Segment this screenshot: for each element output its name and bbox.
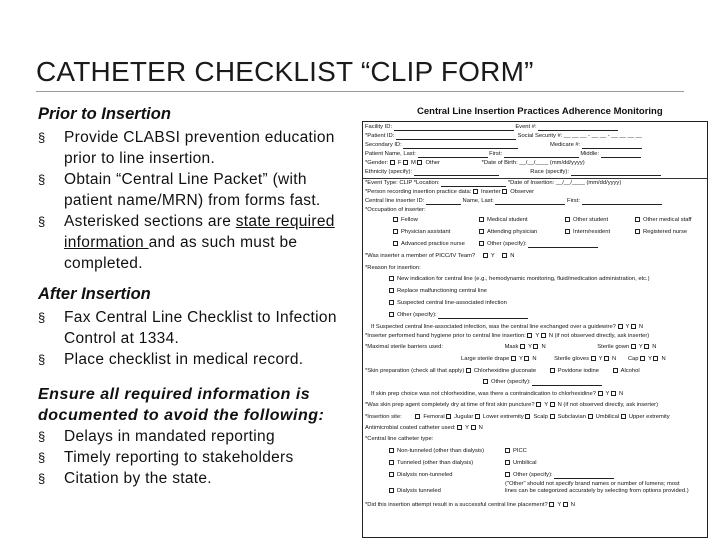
form-blank-line: [571, 170, 661, 176]
form-checkbox: [389, 472, 394, 477]
form-checkbox: [525, 414, 530, 419]
form-text: Other (specify):: [513, 472, 553, 479]
form-row: [365, 180, 621, 187]
form-text: *Gender:: [365, 160, 389, 167]
form-row: [389, 312, 528, 319]
form-text: Y: [535, 333, 540, 340]
form-text: Other student: [573, 217, 609, 224]
form-text: Sterile gown: [597, 344, 630, 351]
form-text: Y: [598, 356, 603, 363]
page-title: CATHETER CHECKLIST “CLIP FORM”: [36, 56, 534, 87]
form-checkbox: [565, 217, 570, 222]
form-checkbox: [511, 356, 516, 361]
form-text: *Was inserter a member of PICC/IV Team?: [365, 253, 476, 260]
form-text: *Was skin prep agent completely dry at time of first skin puncture?: [365, 402, 535, 409]
ensure-item: § Citation by the state.: [38, 468, 358, 489]
form-text: Registered nurse: [643, 229, 688, 236]
form-text: *Patient ID:: [365, 133, 395, 139]
form-row: [365, 160, 585, 167]
form-text: *Insertion site:: [365, 414, 402, 421]
form-divider: [363, 178, 707, 179]
form-checkbox: [390, 160, 395, 165]
form-text: If Suspected central line-associated infection, was the central line exchanged over a guidewire?: [371, 324, 616, 331]
form-text: Alcohol: [620, 368, 640, 375]
form-text: F: [397, 160, 402, 167]
form-checkbox: [565, 229, 570, 234]
form-text: Jugular: [454, 414, 474, 421]
prior-item: § Provide CLABSI prevention education prior to line insertion.: [38, 127, 358, 169]
form-text: Y: [465, 425, 469, 432]
form-checkbox: [389, 460, 394, 465]
form-text: Event #:: [515, 124, 537, 130]
form-text: N: [478, 425, 483, 432]
form-text: Y: [638, 344, 643, 351]
form-text: N: [557, 402, 562, 409]
form-text: *Event Type: CLIP: [365, 180, 413, 186]
form-row: [365, 368, 640, 375]
form-text: Other: [425, 160, 440, 167]
clip-form-image: [362, 106, 708, 538]
form-text: Inserter: [480, 189, 501, 196]
form-blank-line: [438, 313, 528, 319]
ensure-list: [38, 426, 358, 489]
form-row: [365, 142, 642, 149]
form-checkbox: [393, 241, 398, 246]
form-checkbox: [479, 217, 484, 222]
form-text: M: [411, 160, 416, 167]
after-heading: After Insertion: [38, 285, 151, 303]
form-checkbox: [631, 324, 636, 329]
form-row: [389, 472, 614, 479]
instructions-panel: [38, 104, 358, 489]
form-checkbox: [471, 425, 476, 430]
form-row: *Reason for insertion:: [365, 265, 421, 271]
form-title: Central Line Insertion Practices Adherence Monitoring: [417, 106, 663, 117]
form-row: *Central line catheter type:: [365, 436, 434, 442]
form-checkbox: [549, 502, 554, 507]
form-checkbox: [505, 448, 510, 453]
form-checkbox: [604, 356, 609, 361]
form-text: N: [661, 356, 666, 363]
form-checkbox: [483, 253, 488, 258]
form-checkbox: [541, 333, 546, 338]
form-text: Y: [648, 356, 652, 363]
form-row: [371, 391, 623, 398]
form-text: First:: [567, 198, 580, 204]
form-checkbox: [520, 344, 525, 349]
form-text: Sterile gloves: [554, 356, 589, 363]
form-row: [365, 133, 642, 140]
form-row: [483, 379, 602, 386]
form-row: [365, 333, 649, 340]
form-checkbox: [536, 402, 541, 407]
form-text: Replace malfunctioning central line: [397, 288, 487, 295]
form-text: Dialysis tunneled: [397, 488, 441, 495]
form-blank-line: [426, 199, 461, 205]
form-text: Y: [557, 502, 562, 509]
form-row: [365, 425, 483, 432]
form-text: Suspected central line-associated infection: [397, 300, 507, 307]
form-text: Other (specify):: [397, 312, 437, 319]
prior-list: [38, 127, 358, 274]
form-text: Dialysis non-tunneled: [397, 472, 453, 479]
form-text: Antimicrobial coated catheter used:: [365, 425, 456, 432]
form-text: N: [618, 391, 624, 398]
form-blank-line: [396, 134, 516, 140]
form-text: Lower extremity: [482, 414, 524, 421]
state-required-emphasis: state required information: [64, 213, 335, 251]
form-checkbox: [527, 333, 532, 338]
form-text: Mask: [504, 344, 519, 351]
form-text: Ethnicity (specify):: [365, 169, 413, 175]
form-text: Observer: [510, 189, 535, 196]
form-row: [365, 414, 670, 421]
form-row: [365, 502, 575, 509]
title-divider: [36, 91, 684, 92]
form-text: First:: [489, 151, 503, 157]
form-row: [365, 169, 661, 176]
form-text: PICC: [513, 448, 527, 455]
form-row: [365, 124, 618, 131]
form-checkbox: [389, 448, 394, 453]
form-checkbox: [550, 368, 555, 373]
after-list: [38, 307, 358, 370]
form-row: [389, 276, 650, 283]
form-blank-line: [403, 143, 518, 149]
form-checkbox: [393, 229, 398, 234]
form-checkbox: [635, 229, 640, 234]
form-row: [365, 402, 658, 409]
form-blank-line: [601, 152, 641, 158]
form-text: If skin prep choice was not chlorhexidine, was there a contraindication to chlorhexidine?: [371, 391, 596, 398]
form-checkbox: [479, 241, 484, 246]
form-text: *Person recording insertion practice data:: [365, 189, 472, 196]
form-blank-line: [418, 152, 488, 158]
form-text: Name, Last:: [462, 198, 494, 204]
form-text: Central line inserter ID:: [365, 198, 425, 204]
form-checkbox: [417, 160, 422, 165]
form-blank-line: [495, 199, 565, 205]
form-checkbox: [479, 229, 484, 234]
form-row: [393, 241, 598, 248]
form-checkbox: [631, 344, 636, 349]
form-blank-line: [414, 170, 499, 176]
form-text: New indication for central line (e.g., hemodynamic monitoring, fluid/medication administration, etc.): [397, 276, 650, 283]
form-text: Femoral: [423, 414, 445, 421]
form-text: Social Security #: __ __ __ - __ __ - __ __ __ __: [517, 133, 642, 139]
prior-item: § Obtain “Central Line Packet” (with patient name/MRN) from forms fast.: [38, 169, 358, 211]
form-text: Non-tunneled (other than dialysis): [397, 448, 485, 455]
form-checkbox: [635, 217, 640, 222]
form-blank-line: [441, 181, 506, 187]
form-text: *Did this insertion attempt result in a successful central line placement?: [365, 502, 548, 509]
form-checkbox: [466, 368, 471, 373]
form-text: Patient Name, Last:: [365, 151, 416, 157]
form-text: Povidone iodine: [557, 368, 599, 375]
form-checkbox: [393, 217, 398, 222]
form-text: Y: [625, 324, 630, 331]
form-text: Subclavian: [557, 414, 586, 421]
form-row: [393, 229, 687, 236]
form-text: (if not observed directly, ask inserter): [563, 402, 659, 409]
prior-item-text: Asterisked sections are: [64, 213, 236, 230]
form-text: N: [570, 502, 575, 509]
form-checkbox: [591, 356, 596, 361]
form-checkbox: [613, 368, 618, 373]
form-blank-line: [554, 473, 614, 479]
form-text: Physician assistant: [401, 229, 451, 236]
form-checkbox: [475, 414, 480, 419]
form-text: *Date of Insertion: __/__/____ (mm/dd/yyyy): [507, 180, 622, 186]
form-checkbox: [457, 425, 462, 430]
form-row: [389, 460, 537, 467]
form-text: N: [548, 333, 553, 340]
form-text: *Location:: [413, 180, 440, 186]
prior-heading: Prior to Insertion: [38, 105, 171, 123]
form-checkbox: [588, 414, 593, 419]
form-row: ("Other" should not specify brand names or number of lumens; most: [505, 481, 680, 487]
form-text: Upper extremity: [628, 414, 670, 421]
form-text: Umbilical: [595, 414, 620, 421]
form-checkbox: [524, 356, 529, 361]
form-frame: [362, 121, 708, 538]
form-blank-line: [538, 125, 618, 131]
form-checkbox: [653, 356, 658, 361]
form-text: N: [541, 344, 546, 351]
form-text: Chlorhexidine gluconate: [473, 368, 537, 375]
form-row: [389, 288, 487, 295]
form-checkbox: [621, 414, 626, 419]
form-checkbox: [389, 288, 394, 293]
form-row: [389, 488, 689, 495]
form-checkbox: [611, 391, 616, 396]
form-text: Middle:: [580, 151, 599, 157]
form-text: Tunneled (other than dialysis): [397, 460, 474, 467]
form-text: Medicare #:: [549, 142, 581, 148]
form-checkbox: [473, 189, 478, 194]
form-text: Umbilical: [513, 460, 537, 467]
form-row: [365, 198, 662, 205]
form-checkbox: [550, 414, 555, 419]
after-item: § Fax Central Line Checklist to Infection Control at 1334.: [38, 307, 358, 349]
form-checkbox: [598, 391, 603, 396]
form-text: *Inserter performed hand hygiene prior to central line insertion:: [365, 333, 526, 340]
form-text: Cap: [627, 356, 639, 363]
form-checkbox: [446, 414, 451, 419]
form-checkbox: [640, 356, 645, 361]
form-checkbox: [389, 300, 394, 305]
form-text: N: [638, 324, 644, 331]
form-row: [461, 356, 666, 363]
form-row: [371, 324, 643, 331]
form-text: Other (specify):: [491, 379, 531, 386]
form-checkbox: [389, 276, 394, 281]
prior-item: [38, 211, 358, 274]
form-blank-line: [582, 199, 662, 205]
form-row: [365, 189, 534, 196]
form-text: N: [652, 344, 657, 351]
form-text: Y: [544, 402, 548, 409]
form-text: Y: [518, 356, 523, 363]
form-checkbox: [389, 488, 394, 493]
form-checkbox: [403, 160, 408, 165]
form-text: Y: [490, 253, 495, 260]
form-text: Medical student: [487, 217, 528, 224]
form-text: Secondary ID:: [365, 142, 402, 148]
form-checkbox: [533, 344, 538, 349]
form-checkbox: [389, 312, 394, 317]
form-text: Y: [528, 344, 532, 351]
form-checkbox: [505, 460, 510, 465]
form-blank-line: [394, 125, 514, 131]
form-row: [365, 151, 641, 158]
form-checkbox: [563, 502, 568, 507]
form-blank-line: [528, 242, 598, 248]
form-text: Other (specify):: [487, 241, 527, 248]
form-blank-line: [582, 143, 642, 149]
form-row: [389, 300, 507, 307]
form-checkbox: [618, 324, 623, 329]
form-checkbox: [415, 414, 420, 419]
form-row: *Occupation of inserter:: [365, 207, 426, 213]
form-text: (if not observed directly, ask inserter): [554, 333, 650, 340]
form-text: N: [532, 356, 537, 363]
form-text: Race (specify):: [530, 169, 569, 175]
form-text: *Date of Birth: __/__/____ (mm/dd/yyyy): [481, 160, 585, 167]
form-text: Y: [605, 391, 610, 398]
form-blank-line: [504, 152, 579, 158]
form-text: Advanced practice nurse: [401, 241, 465, 248]
ensure-heading: Ensure all required information is documented to avoid the following:: [38, 386, 325, 424]
form-checkbox: [505, 472, 510, 477]
ensure-item: § Delays in mandated reporting: [38, 426, 358, 447]
form-blank-line: [532, 380, 602, 386]
prior-item-text: and as such must be completed.: [64, 234, 298, 272]
form-row: [365, 344, 656, 351]
form-text: Attending physician: [487, 229, 538, 236]
form-text: Facility ID:: [365, 124, 393, 130]
form-text: Other medical staff: [643, 217, 692, 224]
form-text: Intern/resident: [573, 229, 611, 236]
form-checkbox: [483, 379, 488, 384]
form-row: [365, 253, 514, 260]
form-text: Large sterile drape: [461, 356, 510, 363]
form-row: [393, 217, 692, 224]
form-text: Scalp: [533, 414, 548, 421]
form-checkbox: [502, 253, 507, 258]
form-text: *Skin preparation (check all that apply): [365, 368, 465, 375]
form-checkbox: [502, 189, 507, 194]
form-text: N: [612, 356, 617, 363]
form-text: *Maximal sterile barriers used:: [365, 344, 443, 351]
form-text: lines can be categorized accurately by selecting from options provided.): [505, 488, 689, 495]
form-checkbox: [644, 344, 649, 349]
after-item: § Place checklist in medical record.: [38, 349, 358, 370]
form-text: Fellow: [401, 217, 418, 224]
ensure-item: § Timely reporting to stakeholders: [38, 447, 358, 468]
form-row: [389, 448, 527, 455]
form-text: N: [510, 253, 515, 260]
form-checkbox: [550, 402, 555, 407]
